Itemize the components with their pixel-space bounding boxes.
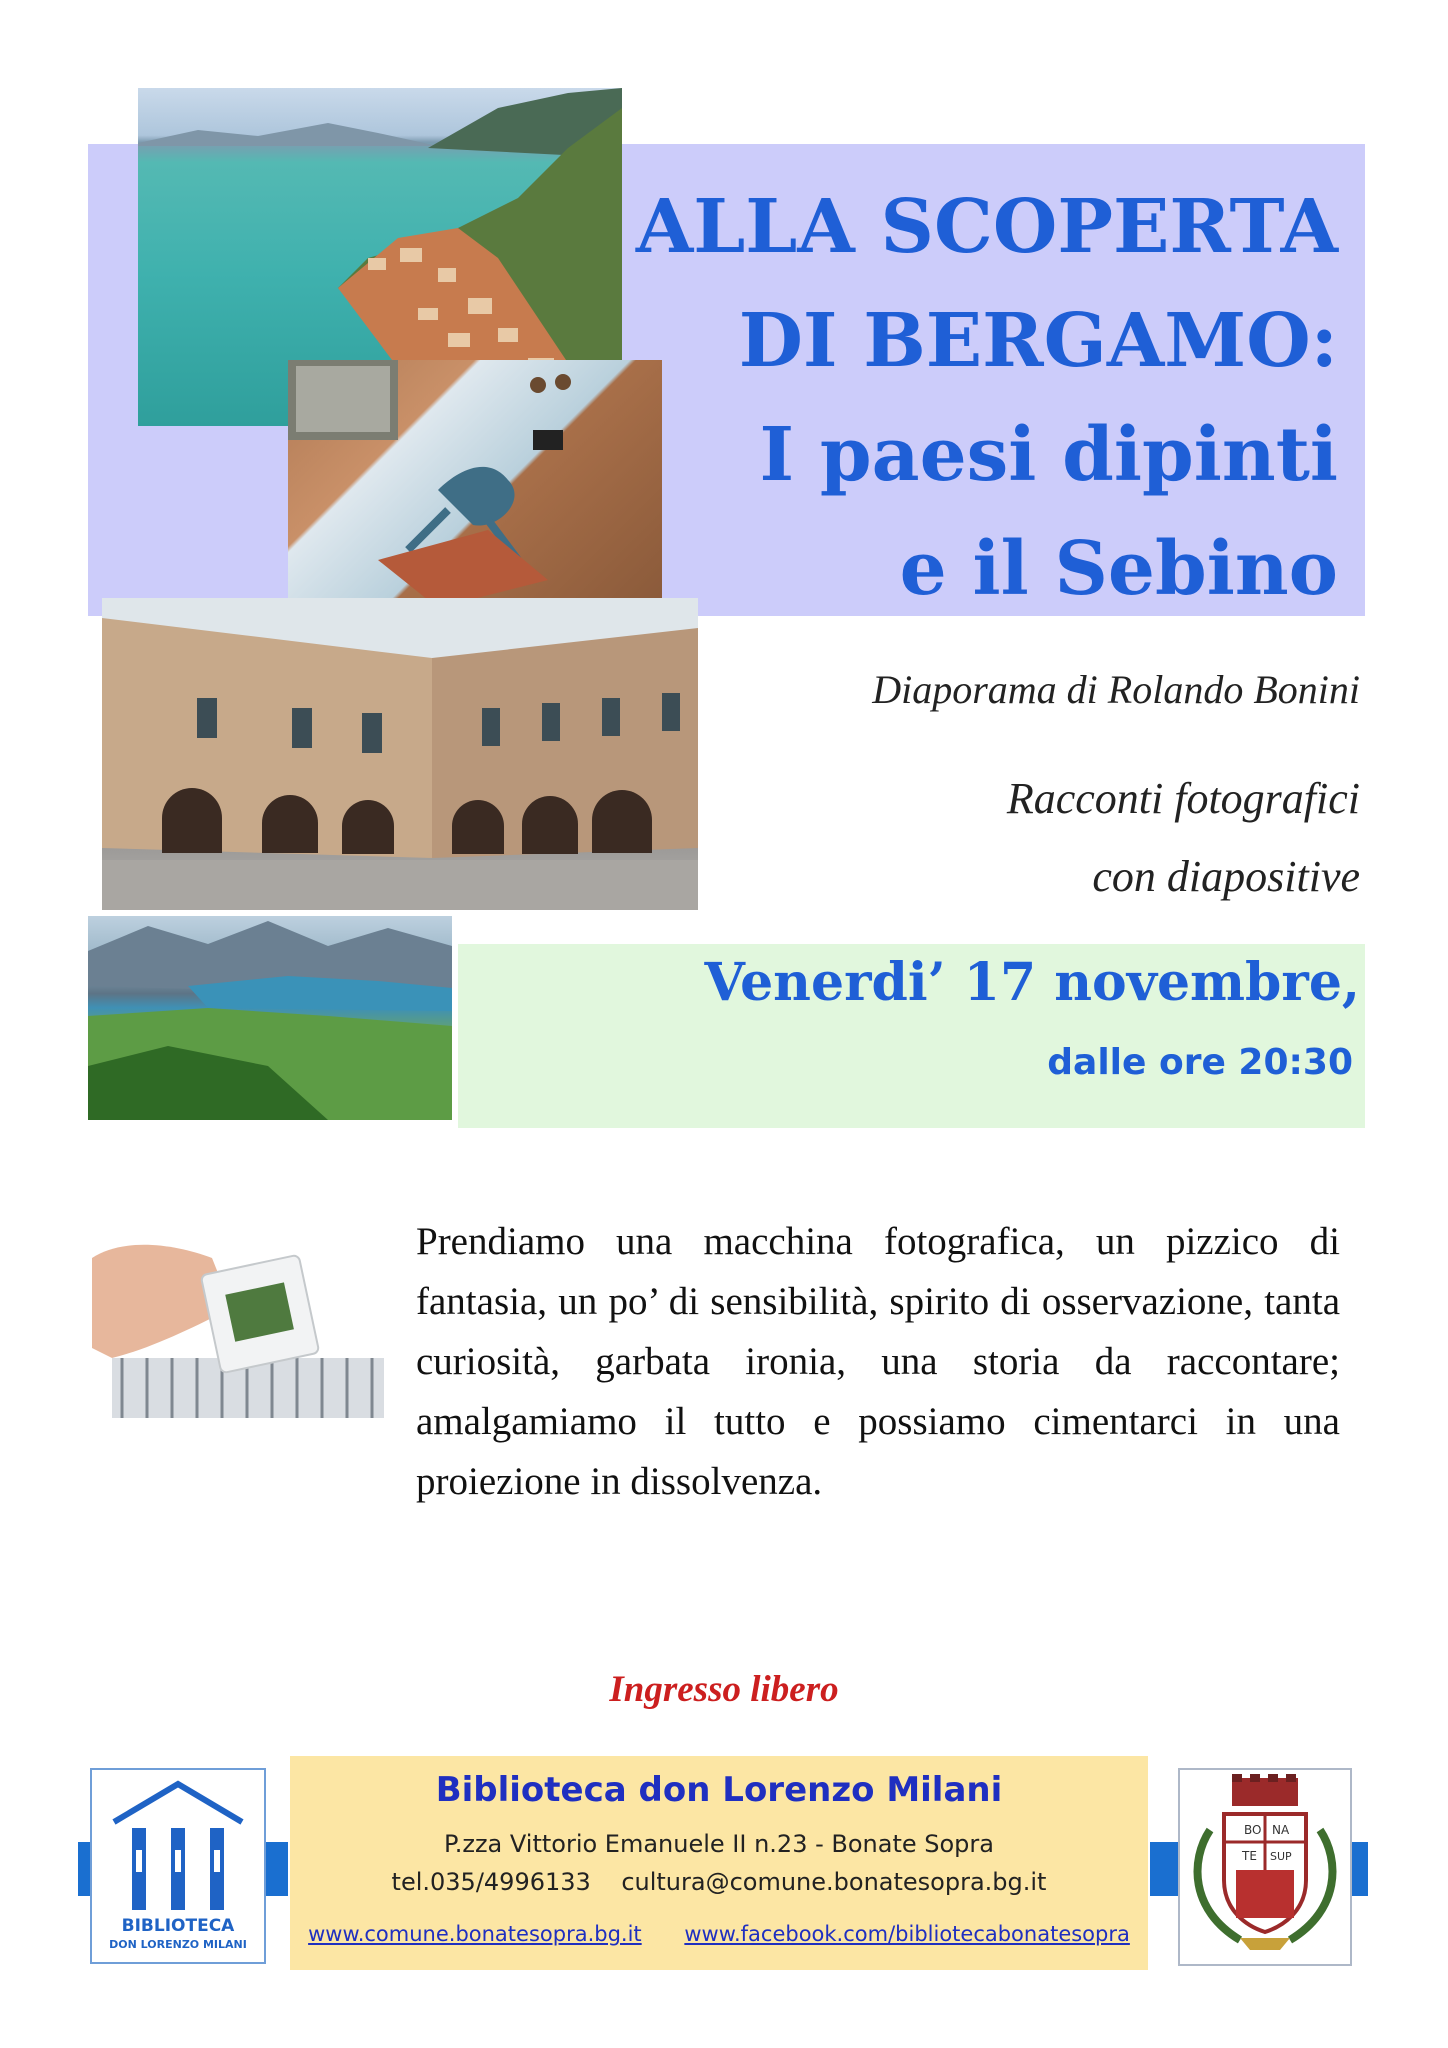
painted-wall-photo [288,360,662,608]
crest-text-te: TE [1242,1849,1257,1863]
library-logo-sublabel: DON LORENZO MILANI [109,1938,247,1951]
library-logo-label: BIBLIOTECA [121,1916,235,1936]
website-link[interactable]: www.comune.bonatesopra.bg.it [308,1922,642,1946]
body-paragraph: Prendiamo una macchina fotografica, un pizzico di fantasia, un po’ di sensibilità, spirito di osservazione, tanta curiosità, garbata ironia, una storia da raccontare; amalgamiamo il tutto e possiamo cimentarci in una proiezione in dissolvenza. [416,1220,1340,1503]
library-email: cultura@comune.bonatesopra.bg.it [621,1868,1047,1896]
facebook-link[interactable]: www.facebook.com/bibliotecabonatesopra [684,1922,1130,1946]
crest-text-na: NA [1272,1823,1290,1837]
library-links [290,1922,1148,1946]
tagline [760,760,1360,916]
title-line-3: I paesi dipinti [759,412,1338,498]
free-entry-note: Ingresso libero [609,1669,839,1710]
title-line-1: ALLA SCOPERTA [635,184,1338,270]
title-line-4: e il Sebino [899,526,1338,612]
event-date: Venerdi’ 17 novembre, [704,952,1360,1013]
library-contacts [290,1868,1148,1896]
valley-lake-photo [88,916,452,1120]
palace-courtyard-photo [102,598,698,910]
event-time: dalle ore 20:30 [1047,1042,1353,1083]
crest-text-bo: BO [1244,1823,1262,1837]
library-logo [90,1768,266,1964]
municipal-crest [1178,1768,1352,1966]
tagline-line-1: Racconti fotografici [1006,774,1360,823]
library-phone: tel.035/4996133 [391,1868,591,1896]
crest-text-sup: SUP [1270,1850,1292,1863]
slide-film-image [92,1238,384,1426]
library-address: P.zza Vittorio Emanuele II n.23 - Bonate Sopra [444,1830,994,1858]
poster-title [578,170,1338,626]
tagline-line-2: con diapositive [1092,852,1360,901]
library-name: Biblioteca don Lorenzo Milani [435,1770,1003,1810]
title-line-2: DI BERGAMO: [738,298,1338,384]
byline: Diaporama di Rolando Bonini [872,667,1360,712]
library-info-box [290,1756,1148,1970]
